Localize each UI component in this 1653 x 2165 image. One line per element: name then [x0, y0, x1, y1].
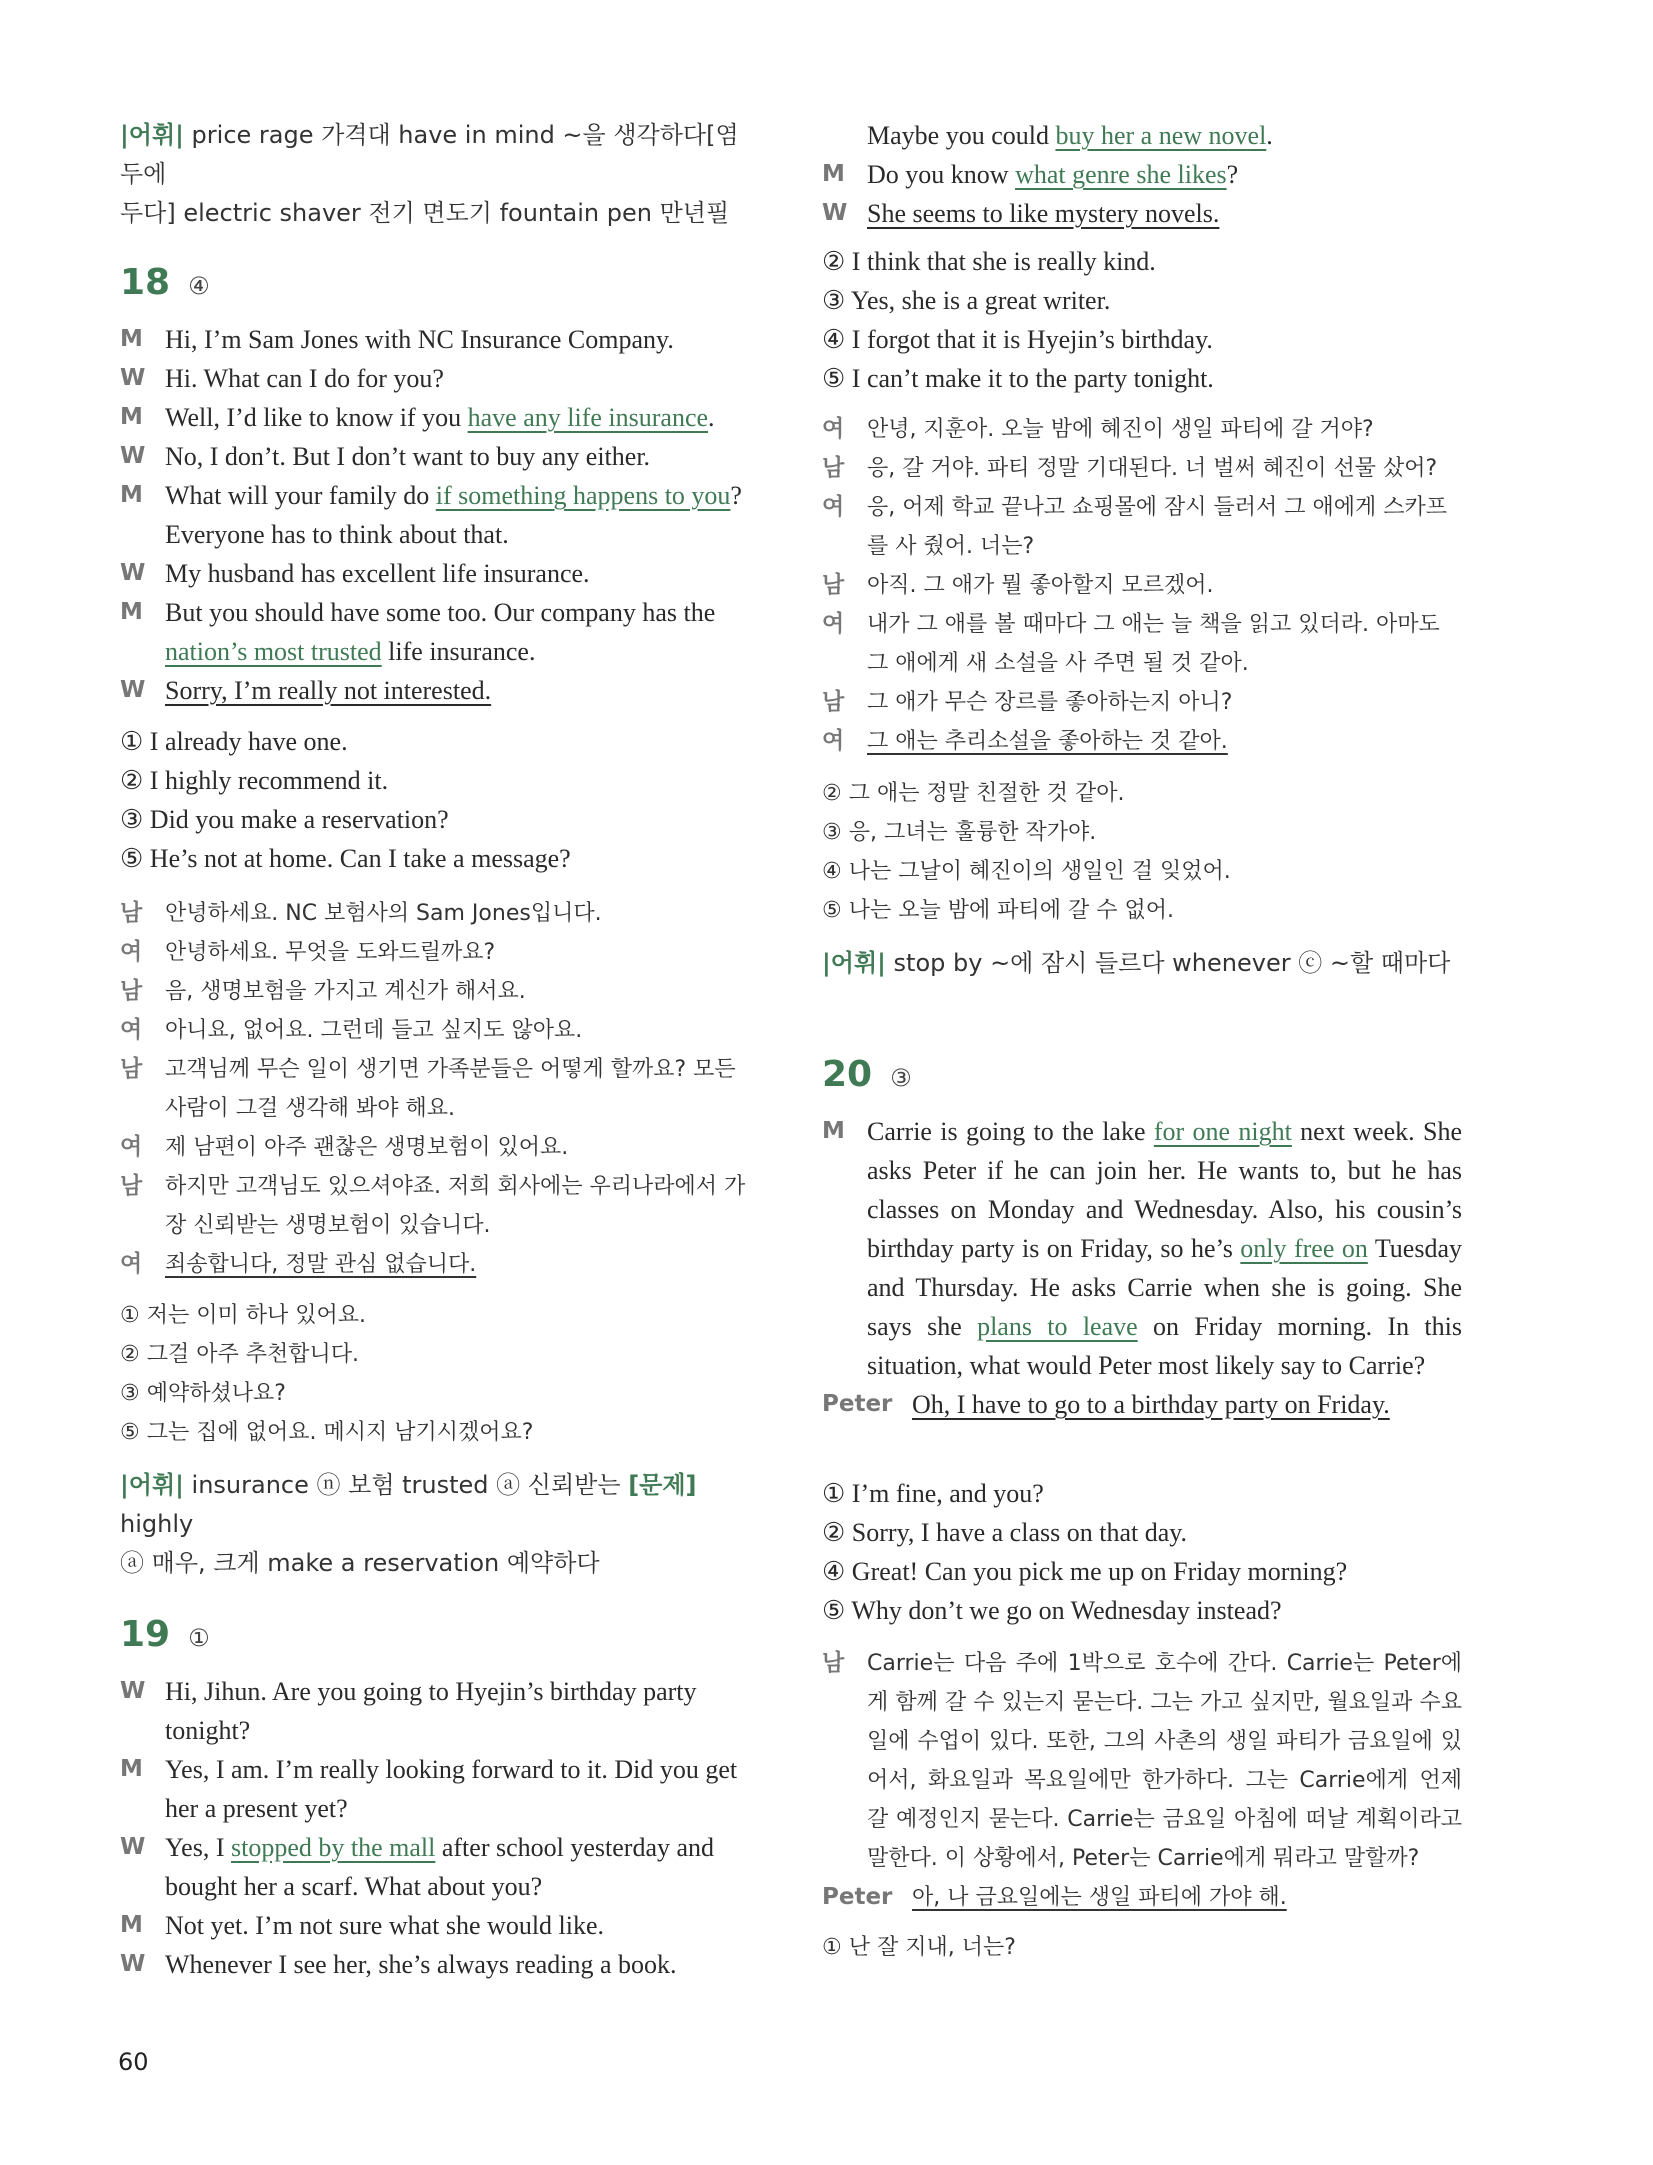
dialog-line	[822, 605, 1462, 683]
dialog-line	[822, 683, 1462, 722]
option-item: ③ Did you make a reservation?	[120, 805, 449, 834]
line-text: 그 애가 무슨 장르를 좋아하는지 아니?	[867, 690, 1233, 715]
dialog-text	[165, 359, 760, 398]
q18-options	[120, 722, 760, 878]
q19-korean-dialog	[822, 410, 1462, 761]
dialog-text	[867, 410, 1462, 449]
speaker-label: 남	[120, 1056, 143, 1082]
line-text: 하지만 고객님도 있으셔야죠. 저희 회사에는 우리나라에서 가장 신뢰받는 생명보험이 있습니다.	[165, 1174, 746, 1238]
line-text: Hi, I’m Sam Jones with NC Insurance Company.	[165, 325, 674, 354]
dialog-text	[867, 116, 1462, 155]
vocab-box-17	[120, 116, 760, 233]
answer-line: 죄송합니다, 정말 관심 없습니다.	[165, 1252, 477, 1277]
speaker-label: 여	[120, 1134, 143, 1160]
dialog-line	[822, 722, 1462, 761]
dialog-text	[165, 1245, 760, 1284]
speaker-label: W	[120, 677, 146, 703]
speaker-label: M	[120, 482, 143, 508]
speaker-label: W	[120, 365, 146, 391]
option-item: ③ Yes, she is a great writer.	[822, 286, 1111, 315]
dialog-line	[120, 476, 760, 554]
question-18-header	[120, 262, 210, 308]
dialog-line	[120, 1906, 760, 1945]
q20-options	[822, 1474, 1462, 1630]
dialog-line	[822, 488, 1462, 566]
question-20-header	[822, 1054, 912, 1100]
speaker-label: M	[120, 599, 143, 625]
option-item: ⑤ 나는 오늘 밤에 파티에 갈 수 없어.	[822, 898, 1174, 923]
option-item: ② I think that she is really kind.	[822, 247, 1156, 276]
dialog-text	[165, 894, 760, 933]
vocab-box-19: |어휘| stop by ~에 잠시 들르다 whenever ⓒ ~할 때마다	[822, 949, 1451, 977]
vocab-text: stop by ~에 잠시 들르다 whenever ⓒ ~할 때마다	[893, 949, 1451, 977]
dialog-line	[120, 320, 760, 359]
q19-dialog-continued	[822, 116, 1462, 233]
speaker-label: 남	[120, 1173, 143, 1199]
dialog-text	[867, 194, 1462, 233]
question-number: 18	[120, 262, 171, 303]
option-item: ③ 예약하셨나요?	[120, 1381, 286, 1406]
dialog-line	[822, 116, 1462, 155]
line-text: Yes, I am. I’m really looking forward to it. Did you get her a present yet?	[165, 1755, 738, 1823]
option-item: ④ I forgot that it is Hyejin’s birthday.	[822, 325, 1213, 354]
speaker-label: 여	[120, 939, 143, 965]
line-text: .	[708, 403, 715, 432]
answer-line: 아, 나 금요일에는 생일 파티에 가야 해.	[912, 1885, 1287, 1910]
question-answer: ④	[188, 272, 210, 300]
option-item: ① 난 잘 지내, 너는?	[822, 1935, 1016, 1960]
speaker-label: 여	[822, 494, 845, 520]
q18-korean-options	[120, 1296, 760, 1452]
speaker-label: M	[822, 1118, 845, 1144]
speaker-label: W	[120, 443, 146, 469]
option-item: ② Sorry, I have a class on that day.	[822, 1518, 1188, 1547]
dialog-text	[165, 1128, 760, 1167]
speaker-label: 여	[120, 1017, 143, 1043]
dialog-line	[120, 593, 760, 671]
speaker-label: M	[822, 161, 845, 187]
speaker-label: 남	[120, 978, 143, 1004]
speaker-label: 여	[120, 1251, 143, 1277]
line-text: after school yesterday and bought her a scarf. What about you?	[165, 1833, 715, 1901]
dialog-line	[120, 671, 760, 710]
dialog-line	[120, 1828, 760, 1906]
speaker-label: 남	[822, 689, 845, 715]
speaker-label: 남	[120, 900, 143, 926]
dialog-line	[822, 449, 1462, 488]
speaker-label: M	[120, 1756, 143, 1782]
vocab-text: 두다] electric shaver 전기 면도기 fountain pen 만년필	[120, 199, 730, 227]
dialog-line	[120, 1167, 760, 1245]
line-text: 아직. 그 애가 뭘 좋아할지 모르겠어.	[867, 573, 1214, 598]
question-number: 20	[822, 1054, 873, 1095]
option-item: ⑤ 그는 집에 없어요. 메시지 남기시겠어요?	[120, 1420, 534, 1445]
line-text: ?	[1226, 160, 1239, 189]
dialog-text	[165, 1167, 760, 1245]
line-text: 내가 그 애를 볼 때마다 그 애는 늘 책을 읽고 있더라. 아마도 그 애에게 새 소설을 사 주면 될 것 같아.	[867, 612, 1440, 676]
option-item: ④ Great! Can you pick me up on Friday morning?	[822, 1557, 1348, 1586]
dialog-line	[120, 398, 760, 437]
dialog-text	[867, 449, 1462, 488]
option-item: ② 그 애는 정말 친절한 것 같아.	[822, 781, 1125, 806]
line-text: Well, I’d like to know if you	[165, 403, 468, 432]
dialog-text	[165, 972, 760, 1011]
dialog-text	[867, 605, 1462, 683]
option-item: ① 저는 이미 하나 있어요.	[120, 1303, 366, 1328]
dialog-line	[120, 359, 760, 398]
dialog-line	[120, 554, 760, 593]
speaker-label: M	[120, 1912, 143, 1938]
key-phrase: nation’s most trusted	[165, 637, 382, 666]
answer-line: Oh, I have to go to a birthday party on Friday.	[912, 1390, 1390, 1419]
dialog-line	[120, 1750, 760, 1828]
dialog-line	[120, 1672, 760, 1750]
dialog-line	[120, 933, 760, 972]
speaker-label: 여	[822, 611, 845, 637]
question-19-header	[120, 1614, 210, 1660]
q20-korean-narration	[822, 1644, 1462, 1917]
line-text: 응, 갈 거야. 파티 정말 기대된다. 너 벌써 혜진이 선물 샀어?	[867, 456, 1438, 481]
dialog-text	[165, 476, 760, 554]
speaker-label: 남	[822, 572, 845, 598]
narration-text: Carrie는 다음 주에 1박으로 호수에 간다. Carrie는 Peter에게 함께 갈 수 있는지 묻는다. 그는 가고 싶지만, 월요일과 수요일에 수업이 있다. 또한, 그의 사촌의 생일 파티가 금요일에 있어서, 화요일과 목요일에만 한가하다. 그는 Carrie에게 언제 갈 예정인지 묻는다. Carrie는 금요일 아침에 떠날 계획이라고 말한다. 이 상황에서, Peter는 Carrie에게 뭐라고 말할까?	[867, 1651, 1462, 1871]
dialog-line	[120, 1945, 760, 1984]
dialog-text	[165, 1050, 760, 1128]
dialog-text	[165, 933, 760, 972]
line-text: My husband has excellent life insurance.	[165, 559, 590, 588]
vocab-text: insurance ⓝ 보험 trusted ⓐ 신뢰받는	[191, 1471, 621, 1499]
line-text: 응, 어제 학교 끝나고 쇼핑몰에 잠시 들러서 그 애에게 스카프를 사 줬어. 너는?	[867, 495, 1447, 559]
q20-korean-options	[822, 1928, 1462, 1967]
line-text: Whenever I see her, she’s always reading a book.	[165, 1950, 677, 1979]
line-text: No, I don’t. But I don’t want to buy any either.	[165, 442, 651, 471]
line-text: Not yet. I’m not sure what she would like.	[165, 1911, 605, 1940]
line-text: life insurance.	[381, 637, 536, 666]
line-text: .	[1266, 121, 1273, 150]
speaker-label: W	[120, 1678, 146, 1704]
option-item: ① I already have one.	[120, 727, 348, 756]
dialog-text	[867, 155, 1462, 194]
q19-dialog	[120, 1672, 760, 1984]
dialog-text	[165, 1828, 760, 1906]
speaker-label: 여	[822, 728, 845, 754]
q19-options	[822, 242, 1462, 398]
line-text: ? Everyone has to think about that.	[165, 481, 742, 549]
question-number: 19	[120, 1614, 171, 1655]
option-item: ⑤ I can’t make it to the party tonight.	[822, 364, 1214, 393]
dialog-text	[165, 1011, 760, 1050]
line-text: 안녕하세요. 무엇을 도와드릴까요?	[165, 940, 496, 965]
option-item: ④ 나는 그날이 혜진이의 생일인 걸 잊었어.	[822, 859, 1231, 884]
dialog-text	[165, 671, 760, 710]
dialog-line	[120, 972, 760, 1011]
line-text: 안녕하세요. NC 보험사의 Sam Jones입니다.	[165, 901, 602, 926]
vocab-label: |어휘|	[120, 121, 184, 149]
speaker-label: W	[120, 560, 146, 586]
dialog-line	[822, 155, 1462, 194]
answer-line: 그 애는 추리소설을 좋아하는 것 같아.	[867, 729, 1228, 754]
dialog-line	[120, 894, 760, 933]
dialog-line	[120, 437, 760, 476]
vocab-text: price rage 가격대 have in mind ~을 생각하다[염두에	[120, 121, 739, 188]
page-number: 60	[118, 2048, 149, 2076]
question-answer: ③	[890, 1064, 912, 1092]
line-text: 아니요, 없어요. 그런데 들고 싶지도 않아요.	[165, 1018, 583, 1043]
key-phrase: if something happens to you	[435, 481, 731, 510]
dialog-text	[165, 437, 760, 476]
option-item: ⑤ Why don’t we go on Wednesday instead?	[822, 1596, 1282, 1625]
key-phrase: what genre she likes	[1015, 160, 1227, 189]
dialog-line	[120, 1245, 760, 1284]
q18-korean-dialog	[120, 894, 760, 1284]
dialog-line	[822, 566, 1462, 605]
dialog-text	[165, 1672, 760, 1750]
dialog-line	[120, 1128, 760, 1167]
line-text: What will your family do	[165, 481, 436, 510]
vocab-box-18: |어휘| insurance ⓝ 보험 trusted ⓐ 신뢰받는 [문제] highly ⓐ 매우, 크게 make a reservation 예약하다	[120, 1466, 760, 1583]
vocab-text: ⓐ 매우, 크게 make a reservation 예약하다	[120, 1549, 600, 1577]
dialog-line	[822, 410, 1462, 449]
speaker-label: M	[120, 404, 143, 430]
line-text: 제 남편이 아주 괜찮은 생명보험이 있어요.	[165, 1135, 569, 1160]
dialog-text	[165, 1750, 760, 1828]
speaker-label: W	[120, 1951, 146, 1977]
line-text: 음, 생명보험을 가지고 계신가 해서요.	[165, 979, 526, 1004]
speaker-label: Peter	[822, 1391, 893, 1417]
dialog-text	[867, 488, 1462, 566]
q19-korean-options	[822, 774, 1462, 930]
line-text: Do you know	[867, 160, 1016, 189]
q20-narration	[822, 1112, 1462, 1424]
question-answer: ①	[188, 1624, 210, 1652]
speaker-label: W	[822, 200, 848, 226]
speaker-label: 남	[822, 1650, 845, 1676]
key-phrase: stopped by the mall	[231, 1833, 436, 1862]
line-text: But you should have some too. Our company has the	[165, 598, 716, 627]
key-phrase: buy her a new novel	[1055, 121, 1267, 150]
option-item: ② 그걸 아주 추천합니다.	[120, 1342, 359, 1367]
speaker-label: W	[120, 1834, 146, 1860]
q18-dialog	[120, 320, 760, 710]
dialog-text	[867, 566, 1462, 605]
speaker-label: 여	[822, 416, 845, 442]
dialog-line	[120, 1011, 760, 1050]
option-item: ② I highly recommend it.	[120, 766, 389, 795]
speaker-label: 남	[822, 455, 845, 481]
line-text: Hi. What can I do for you?	[165, 364, 444, 393]
dialog-text	[165, 1906, 760, 1945]
line-text: Hi, Jihun. Are you going to Hyejin’s birthday party tonight?	[165, 1677, 697, 1745]
dialog-text	[867, 722, 1462, 761]
option-item: ③ 응, 그녀는 훌륭한 작가야.	[822, 820, 1097, 845]
dialog-line	[120, 1050, 760, 1128]
dialog-text	[165, 1945, 760, 1984]
speaker-label: M	[120, 326, 143, 352]
answer-line: She seems to like mystery novels.	[867, 199, 1220, 228]
dialog-text	[165, 320, 760, 359]
vocab-bracket-label: [문제]	[628, 1471, 697, 1499]
line-text: 안녕, 지훈아. 오늘 밤에 혜진이 생일 파티에 갈 거야?	[867, 417, 1374, 442]
vocab-text: highly	[120, 1510, 194, 1538]
dialog-line	[822, 194, 1462, 233]
option-item: ⑤ He’s not at home. Can I take a message?	[120, 844, 571, 873]
option-item: ① I’m fine, and you?	[822, 1479, 1044, 1508]
narration-text: Carrie is going to the lake for one night next week. She asks Peter if he can join her. He wants to, but he has classes on Monday and Wednesday. Also, his cousin’s birthday party is on Friday, so he’s only free on Tuesday and Thursday. He asks Carrie when she is going. She says she plans to leave on Friday morning. In this situation, what would Peter most likely say to Carrie?	[867, 1117, 1462, 1380]
dialog-text	[165, 593, 760, 671]
line-text: Maybe you could	[867, 121, 1056, 150]
speaker-label: Peter	[822, 1884, 893, 1910]
line-text: 고객님께 무슨 일이 생기면 가족분들은 어떻게 할까요? 모든 사람이 그걸 생각해 봐야 해요.	[165, 1057, 736, 1121]
answer-line: Sorry, I’m really not interested.	[165, 676, 492, 705]
dialog-text	[867, 683, 1462, 722]
key-phrase: have any life insurance	[467, 403, 709, 432]
dialog-text	[165, 398, 760, 437]
line-text: Yes, I	[165, 1833, 231, 1862]
dialog-text	[165, 554, 760, 593]
